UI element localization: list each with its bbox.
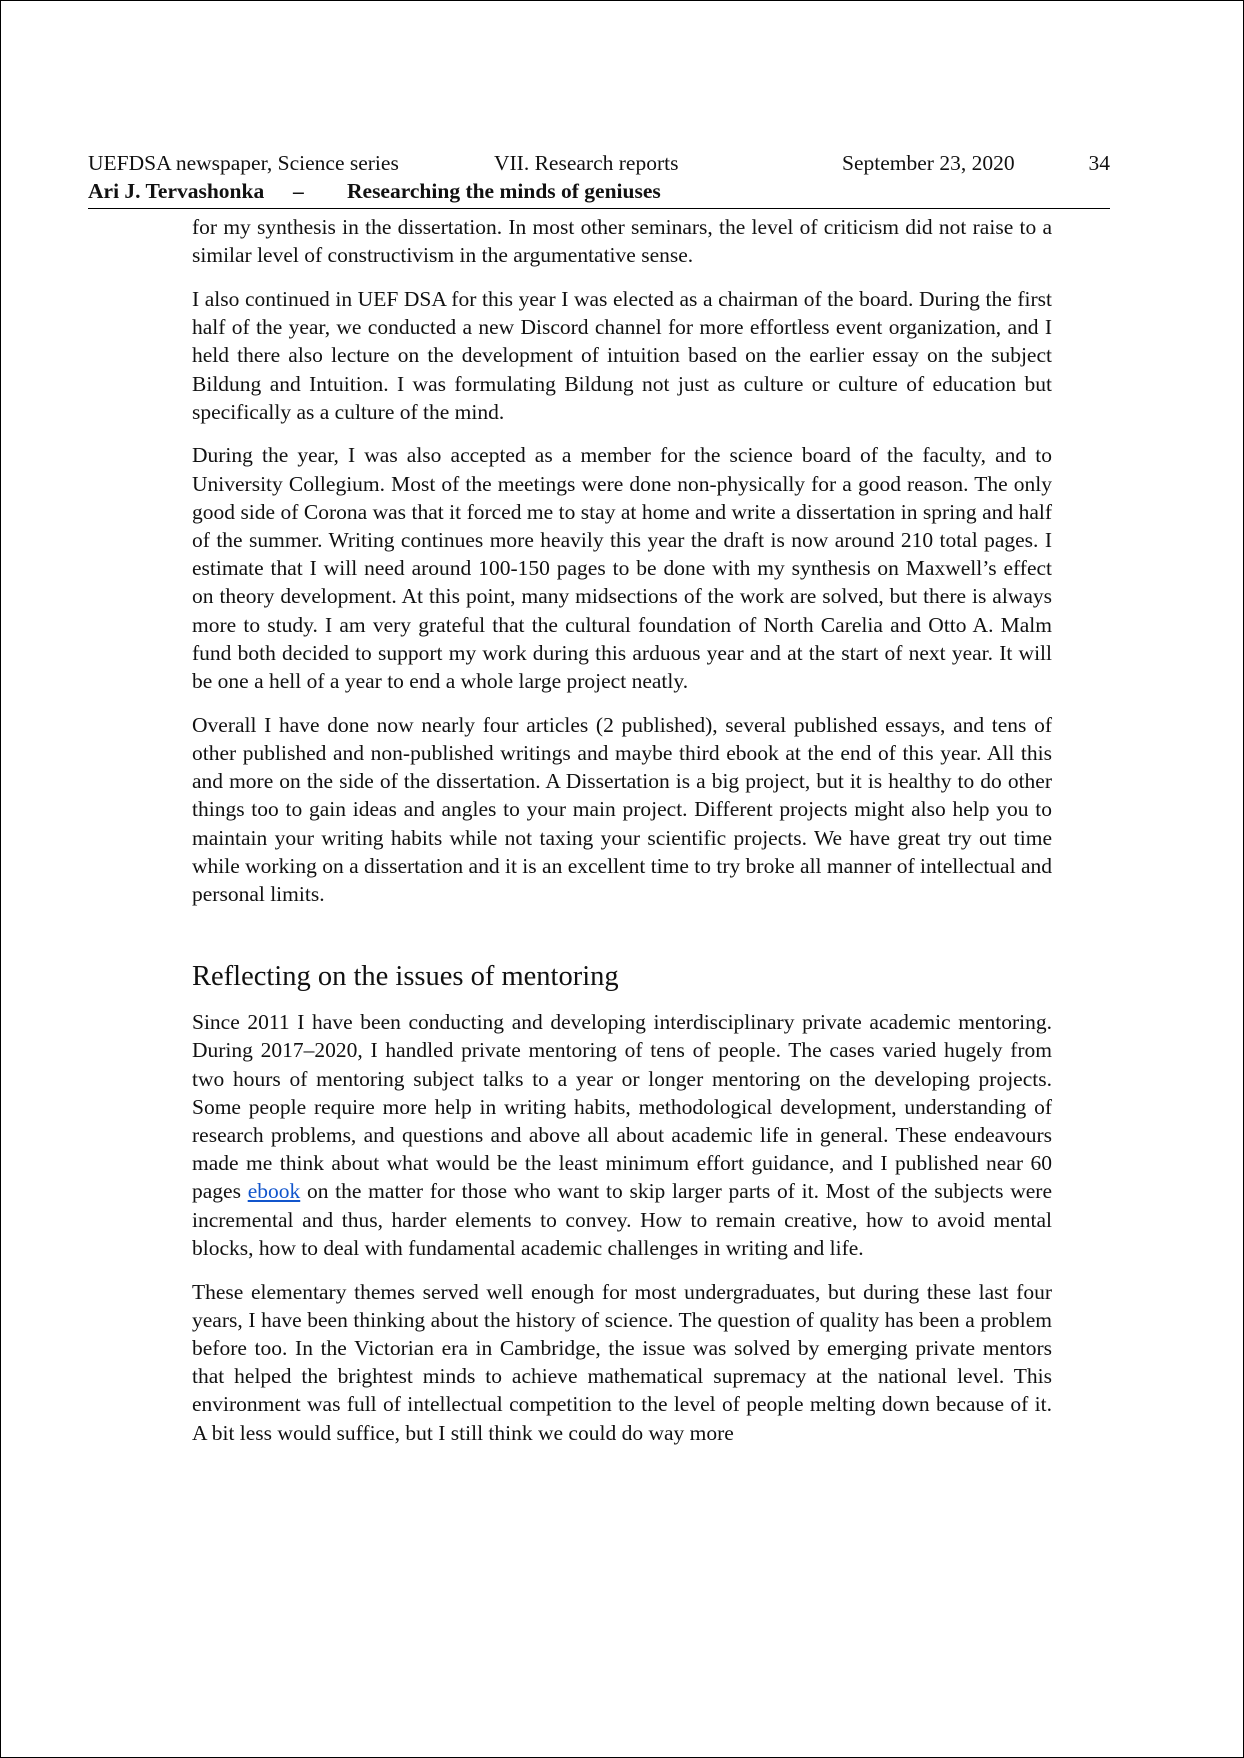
page-number: 34 — [1088, 151, 1110, 175]
paragraph: I also continued in UEF DSA for this year I was elected as a chairman of the board. During the first half of the year, we conducted a new Discord channel for more effortless event organization, and I held there also lecture on the development of intuition based on the earlier essay on the subject Bildung and Intuition. I was formulating Bildung not just as culture or culture of education but specifically as a culture of the mind. — [192, 286, 1052, 424]
article-body — [192, 213, 1052, 1462]
paragraph-text: Since 2011 I have been conducting and developing interdisciplinary private academic mentoring. During 2017–2020, I handled private mentoring of tens of people. The cases varied hugely from two hours of mentoring subject talks to a year or longer mentoring on the developing projects. Some people require more help in writing habits, methodological development, understanding of research problems, and questions and above all about academic life in general. These endeavours made me think about what would be the least minimum effort guidance, and I published near 60 pages — [192, 1010, 1052, 1204]
article-title: Researching the minds of geniuses — [347, 179, 661, 203]
paragraph: for my synthesis in the dissertation. In most other seminars, the level of criticism did not raise to a similar level of constructivism in the argumentative sense. — [192, 215, 1052, 268]
paragraph: During the year, I was also accepted as a member for the science board of the faculty, and to University Collegium. Most of the meetings were done non-physically for a good reason. The only good side of Corona was that it forced me to stay at home and write a dissertation in spring and half of the summer. Writing continues more heavily this year the draft is now around 210 total pages. I estimate that I will need around 100-150 pages to be done with my synthesis on Maxwell’s effect on theory development. At this point, many midsections of the work are solved, but there is always more to study. I am very grateful that the cultural foundation of North Carelia and Otto A. Malm fund both decided to support my work during this arduous year and at the start of next year. It will be one a hell of a year to end a whole large project neatly. — [192, 443, 1052, 694]
newspaper-series: UEFDSA newspaper, Science series — [88, 151, 399, 175]
header-author-row — [88, 177, 1110, 205]
section-heading: Reflecting on the issues of mentoring — [192, 961, 619, 993]
author-name: Ari J. Tervashonka — [88, 179, 265, 203]
header-separator: – — [293, 179, 304, 203]
paragraph: Overall I have done now nearly four articles (2 published), several published essays, and tens of other published and non-published writings and maybe third ebook at the end of this year. All this and more on the side of the dissertation. A Dissertation is a big project, but it is healthy to do other things too to gain ideas and angles to your main project. Different projects might also help you to maintain your writing habits while not taxing your scientific projects. We have great try out time while working on a dissertation and it is an excellent time to try broke all manner of intellectual and personal limits. — [192, 712, 1052, 906]
ebook-link[interactable]: ebook — [247, 1179, 301, 1204]
section-title: VII. Research reports — [494, 151, 679, 175]
paragraph-text: on the matter for those who want to skip larger parts of it. Most of the subjects were incremental and thus, harder elements to convey. How to remain creative, how to avoid mental blocks, how to deal with fundamental academic challenges in writing and life. — [192, 1179, 1053, 1260]
paragraph: These elementary themes served well enough for most undergraduates, but during these last four years, I have been thinking about the history of science. The question of quality has been a problem before too. In the Victorian era in Cambridge, the issue was solved by emerging private mentors that helped the brightest minds to achieve mathematical supremacy at the national level. This environment was full of intellectual competition to the level of people melting down because of it. A bit less would suffice, but I still think we could do way more — [192, 1279, 1052, 1445]
publication-date: September 23, 2020 — [842, 151, 1015, 175]
header-top-row — [88, 149, 1110, 177]
paragraph — [192, 1008, 1052, 1262]
header-rule — [88, 208, 1110, 209]
running-header — [88, 149, 1110, 205]
